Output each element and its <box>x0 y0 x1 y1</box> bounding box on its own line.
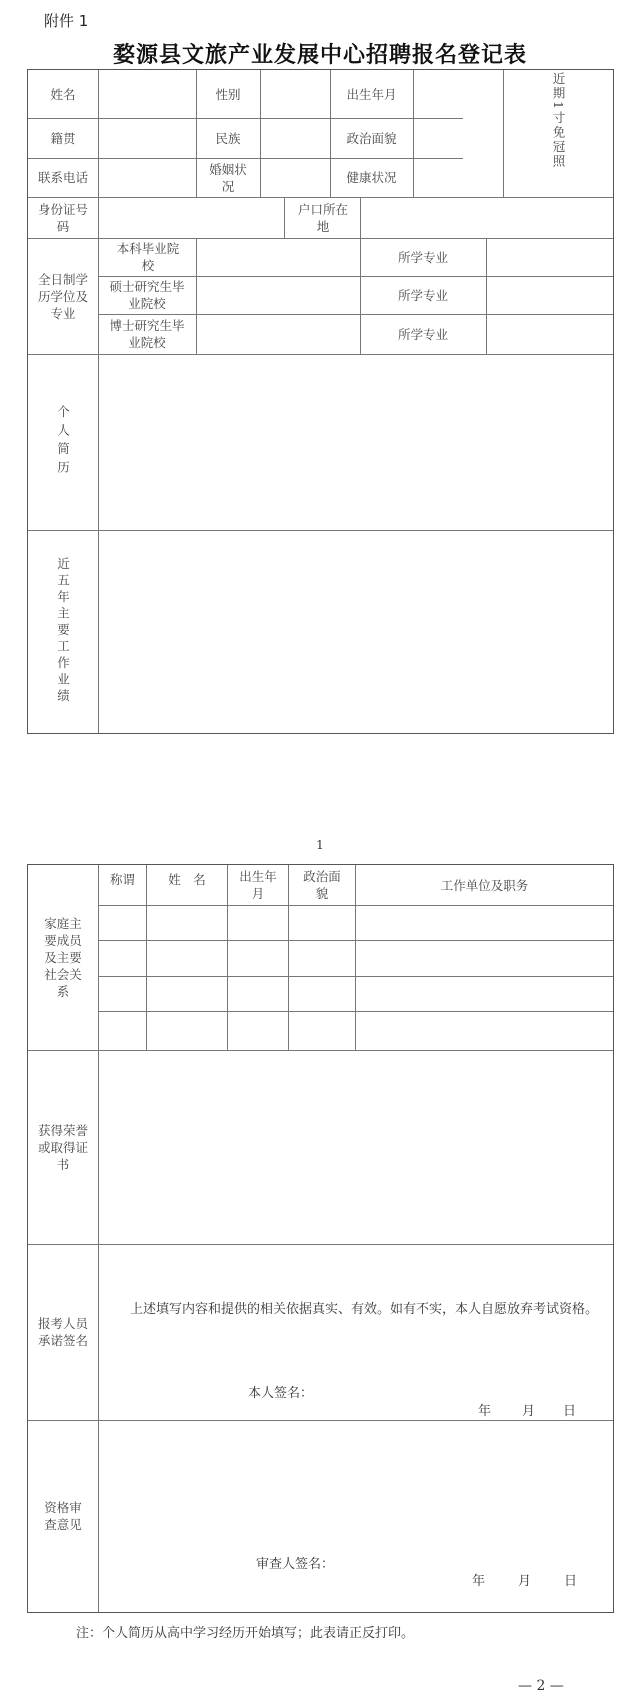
self-signature-field[interactable] <box>310 1378 460 1398</box>
review-date-year: 年 <box>472 1574 486 1589</box>
achievements-field[interactable] <box>99 531 613 733</box>
photo-label: 近期1寸免冠照 <box>551 72 566 169</box>
doctor-school-label: 博士研究生毕业院校 <box>109 318 185 350</box>
col-name: 姓 名 <box>168 872 206 887</box>
divider <box>28 1244 613 1245</box>
col-employer: 工作单位及职务 <box>440 877 529 893</box>
form-title: 婺源县文旅产业发展中心招聘报名登记表 <box>112 42 527 68</box>
achievements-label <box>28 530 98 733</box>
education-group-label: 全日制学历学位及专业 <box>38 271 89 321</box>
id-number-label: 身份证号码 <box>38 201 89 234</box>
family-row-3[interactable] <box>99 977 613 1011</box>
birth-field[interactable] <box>414 70 503 118</box>
id-number-field[interactable] <box>99 197 284 238</box>
bachelor-school-field[interactable] <box>197 238 360 276</box>
political-status-label: 政治面貌 <box>346 130 397 146</box>
hukou-field[interactable] <box>361 197 613 238</box>
name-field[interactable] <box>99 70 196 118</box>
master-major-field[interactable] <box>487 276 613 314</box>
master-school-label: 硕士研究生毕业院校 <box>109 279 185 311</box>
page-number-1: 1 <box>316 838 324 852</box>
commit-date-month: 月 <box>522 1404 536 1419</box>
bachelor-school-label: 本科毕业院校 <box>116 241 180 273</box>
native-place-label: 籍贯 <box>50 130 76 146</box>
political-status-field[interactable] <box>414 118 503 158</box>
gender-field[interactable] <box>261 70 330 118</box>
resume-label-text: 个人简历 <box>55 405 71 479</box>
name-label: 姓名 <box>50 86 76 102</box>
health-field[interactable] <box>414 158 503 197</box>
honors-field[interactable] <box>99 1051 613 1244</box>
family-group-label: 家庭主要成员及主要社会关系 <box>44 916 82 999</box>
commit-date-day: 日 <box>563 1404 577 1419</box>
ethnicity-label: 民族 <box>215 130 241 146</box>
hukou-label: 户口所在地 <box>298 201 349 234</box>
marital-status-label: 婚姻状况 <box>209 161 247 194</box>
family-row-2[interactable] <box>99 941 613 976</box>
self-signature-label: 本人签名： <box>248 1386 314 1401</box>
photo-placeholder[interactable] <box>504 72 613 182</box>
master-major-label: 所学专业 <box>397 287 448 303</box>
footnote: 注：个人简历从高中学习经历开始填写；此表请正反打印。 <box>76 1626 415 1641</box>
divider <box>284 197 285 238</box>
ethnicity-field[interactable] <box>261 118 330 158</box>
commitment-label: 报考人员承诺签名 <box>38 1316 89 1348</box>
doctor-major-label: 所学专业 <box>397 326 448 342</box>
phone-label: 联系电话 <box>38 170 89 185</box>
doctor-major-field[interactable] <box>487 314 613 354</box>
doctor-school-field[interactable] <box>197 314 360 354</box>
commit-date-year: 年 <box>478 1404 492 1419</box>
resume-field[interactable] <box>99 355 613 530</box>
birth-label: 出生年月 <box>346 86 397 102</box>
review-opinion-field[interactable] <box>99 1421 613 1541</box>
commitment-text: 上述填写内容和提供的相关依据真实、有效。如有不实，本人自愿放弃考试资格。 <box>130 1302 599 1317</box>
family-row-4[interactable] <box>99 1012 613 1050</box>
marital-status-field[interactable] <box>261 158 330 197</box>
review-date-day: 日 <box>564 1574 578 1589</box>
gender-label: 性别 <box>215 86 241 102</box>
achievements-label-text: 近五年主要工作业绩 <box>55 557 71 706</box>
col-birth: 出生年月 <box>239 869 277 901</box>
attachment-label: 附件 1 <box>44 12 89 30</box>
family-row-1[interactable] <box>99 906 613 940</box>
review-label: 资格审查意见 <box>44 1500 82 1532</box>
col-relation: 称谓 <box>109 872 135 887</box>
review-date-month: 月 <box>518 1574 532 1589</box>
col-political: 政治面貌 <box>303 869 341 901</box>
page-number-2: — 2 — <box>518 1678 564 1694</box>
native-place-field[interactable] <box>99 118 196 158</box>
health-label: 健康状况 <box>346 170 397 185</box>
honors-label: 获得荣誉或取得证书 <box>38 1122 89 1172</box>
reviewer-signature-label: 审查人签名： <box>256 1557 335 1572</box>
master-school-field[interactable] <box>197 276 360 314</box>
resume-label <box>28 354 98 530</box>
bachelor-major-label: 所学专业 <box>397 249 448 265</box>
phone-field[interactable] <box>99 158 196 197</box>
bachelor-major-field[interactable] <box>487 238 613 276</box>
